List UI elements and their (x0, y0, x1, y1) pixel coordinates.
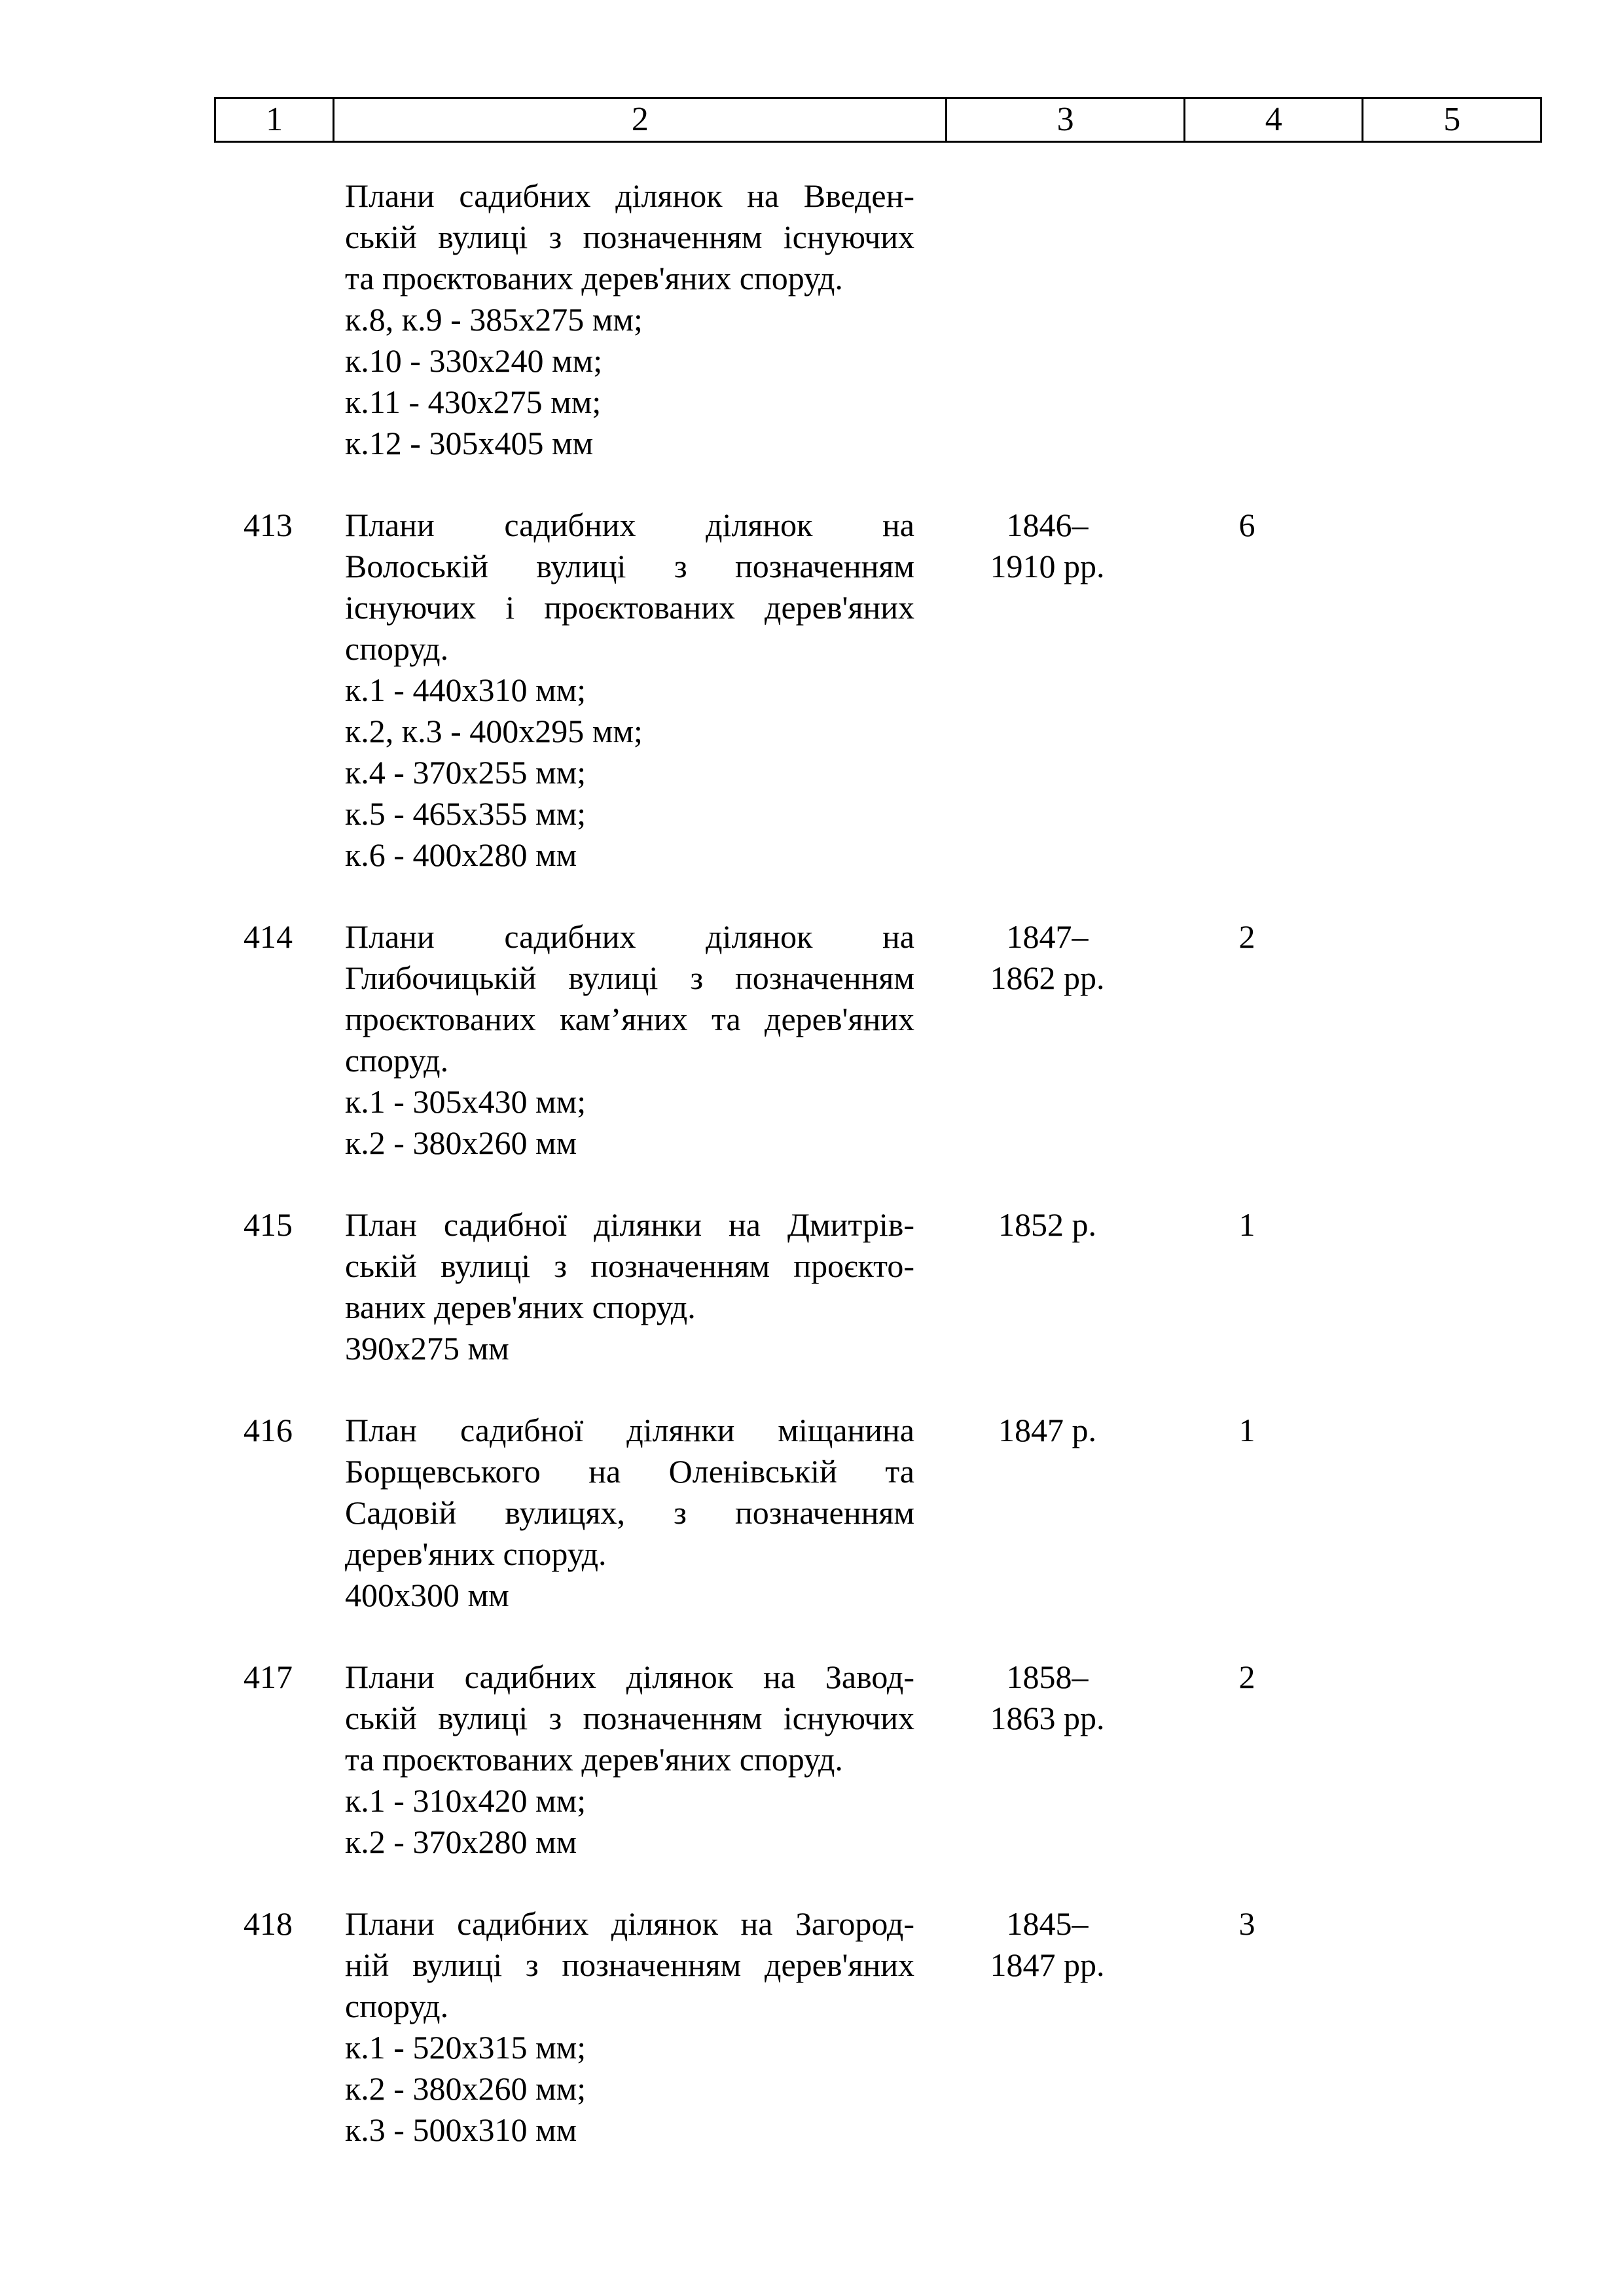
sheet-size-line: к.2 - 370х280 мм (345, 1823, 577, 1860)
description-line: ній вулиці з позначенням дерев'яних (345, 1946, 914, 1983)
description-line: ваних дерев'яних споруд. (345, 1289, 696, 1325)
entry-date (943, 505, 1152, 587)
entry-sheet-count: 3 (1238, 1905, 1255, 1942)
entry-number: 418 (244, 1905, 293, 1942)
sheet-size-line: к.3 - 500х310 мм (345, 2111, 577, 2148)
entry-sheet-count: 1 (1238, 1412, 1255, 1448)
date-line: 1858– (1006, 1659, 1089, 1695)
sheet-size-line: к.1 - 440х310 мм; (345, 672, 586, 708)
entry-date (943, 1204, 1152, 1246)
entry-sheet-count: 2 (1238, 1659, 1255, 1695)
entry-date (943, 916, 1152, 999)
sheet-size-line: к.2 - 380х260 мм (345, 1124, 577, 1161)
column-header-5: 5 (1363, 98, 1542, 142)
description-line: дерев'яних споруд. (345, 1535, 607, 1572)
catalog-entry (0, 916, 1624, 1164)
date-line: 1845– (1006, 1905, 1089, 1942)
entry-date (943, 1657, 1152, 1739)
description-line: ській вулиці з позначенням існуючих (345, 219, 914, 255)
catalog-entry (0, 1903, 1624, 2151)
sheet-size-line: к.10 - 330х240 мм; (345, 342, 603, 379)
sheet-size-line: к.12 - 305х405 мм (345, 425, 594, 461)
column-header-row (215, 98, 1542, 142)
sheet-size-line: 400х300 мм (345, 1577, 509, 1613)
date-line: 1847 рр. (990, 1946, 1105, 1983)
entry-description (345, 1657, 914, 1863)
entry-sheet-count: 2 (1238, 918, 1255, 955)
catalog-entries (0, 175, 1624, 2191)
sheet-size-line: к.2, к.3 - 400х295 мм; (345, 713, 643, 749)
entry-description (345, 1410, 914, 1616)
entry-date (943, 1410, 1152, 1451)
column-header-4: 4 (1184, 98, 1362, 142)
entry-description (345, 175, 914, 464)
catalog-entry (0, 1410, 1624, 1616)
entry-number: 417 (244, 1659, 293, 1695)
sheet-size-line: к.1 - 520х315 мм; (345, 2029, 586, 2066)
column-header-1: 1 (215, 98, 334, 142)
sheet-size-line: к.2 - 380х260 мм; (345, 2070, 586, 2107)
description-line: споруд. (345, 1042, 449, 1079)
description-line: Плани садибних ділянок на Введен- (345, 177, 914, 214)
entry-description (345, 916, 914, 1164)
entry-number: 415 (244, 1206, 293, 1243)
description-line: ській вулиці з позначенням проєкто- (345, 1247, 914, 1284)
date-line: 1847– (1006, 918, 1089, 955)
entry-date (943, 1903, 1152, 1986)
catalog-entry (0, 505, 1624, 876)
date-line: 1862 рр. (990, 960, 1105, 996)
sheet-size-line: 390х275 мм (345, 1330, 509, 1367)
description-line: Борщевського на Оленівській та (345, 1453, 914, 1490)
description-line: Плани садибних ділянок на Загород- (345, 1905, 914, 1942)
column-header-3: 3 (947, 98, 1185, 142)
description-line: існуючих і проєктованих дерев'яних (345, 589, 914, 626)
sheet-size-line: к.6 - 400х280 мм (345, 836, 577, 873)
description-line: Плани садибних ділянок на Завод- (345, 1659, 914, 1695)
catalog-entry (0, 1657, 1624, 1863)
entry-number: 414 (244, 918, 293, 955)
date-line: 1846– (1006, 507, 1089, 543)
sheet-size-line: к.1 - 310х420 мм; (345, 1782, 586, 1819)
catalog-entry (0, 1204, 1624, 1369)
entry-number: 413 (244, 507, 293, 543)
description-line: та проєктованих дерев'яних споруд. (345, 260, 843, 296)
date-line: 1852 р. (998, 1206, 1096, 1243)
sheet-size-line: к.5 - 465х355 мм; (345, 795, 586, 832)
description-line: споруд. (345, 630, 449, 667)
description-line: та проєктованих дерев'яних споруд. (345, 1741, 843, 1778)
entry-number: 416 (244, 1412, 293, 1448)
entry-description (345, 505, 914, 876)
date-line: 1847 р. (998, 1412, 1096, 1448)
catalog-entry (0, 175, 1624, 464)
sheet-size-line: к.4 - 370х255 мм; (345, 754, 586, 791)
entry-sheet-count: 6 (1238, 507, 1255, 543)
entry-description (345, 1903, 914, 2151)
description-line: Плани садибних ділянок на (345, 507, 914, 543)
description-line: Глибочицькій вулиці з позначенням (345, 960, 914, 996)
date-line: 1910 рр. (990, 548, 1105, 584)
description-line: споруд. (345, 1988, 449, 2024)
description-line: План садибної ділянки міщанина (345, 1412, 914, 1448)
entry-description (345, 1204, 914, 1369)
date-line: 1863 рр. (990, 1700, 1105, 1736)
column-header-2: 2 (334, 98, 947, 142)
description-line: Плани садибних ділянок на (345, 918, 914, 955)
description-line: проєктованих кам’яних та дерев'яних (345, 1001, 914, 1037)
column-header-table (214, 97, 1542, 143)
description-line: Садовій вулицях, з позначенням (345, 1494, 914, 1531)
description-line: ській вулиці з позначенням існуючих (345, 1700, 914, 1736)
sheet-size-line: к.11 - 430х275 мм; (345, 384, 602, 420)
sheet-size-line: к.8, к.9 - 385х275 мм; (345, 301, 643, 338)
description-line: План садибної ділянки на Дмитрів- (345, 1206, 914, 1243)
sheet-size-line: к.1 - 305х430 мм; (345, 1083, 586, 1120)
entry-sheet-count: 1 (1238, 1206, 1255, 1243)
description-line: Волоській вулиці з позначенням (345, 548, 914, 584)
